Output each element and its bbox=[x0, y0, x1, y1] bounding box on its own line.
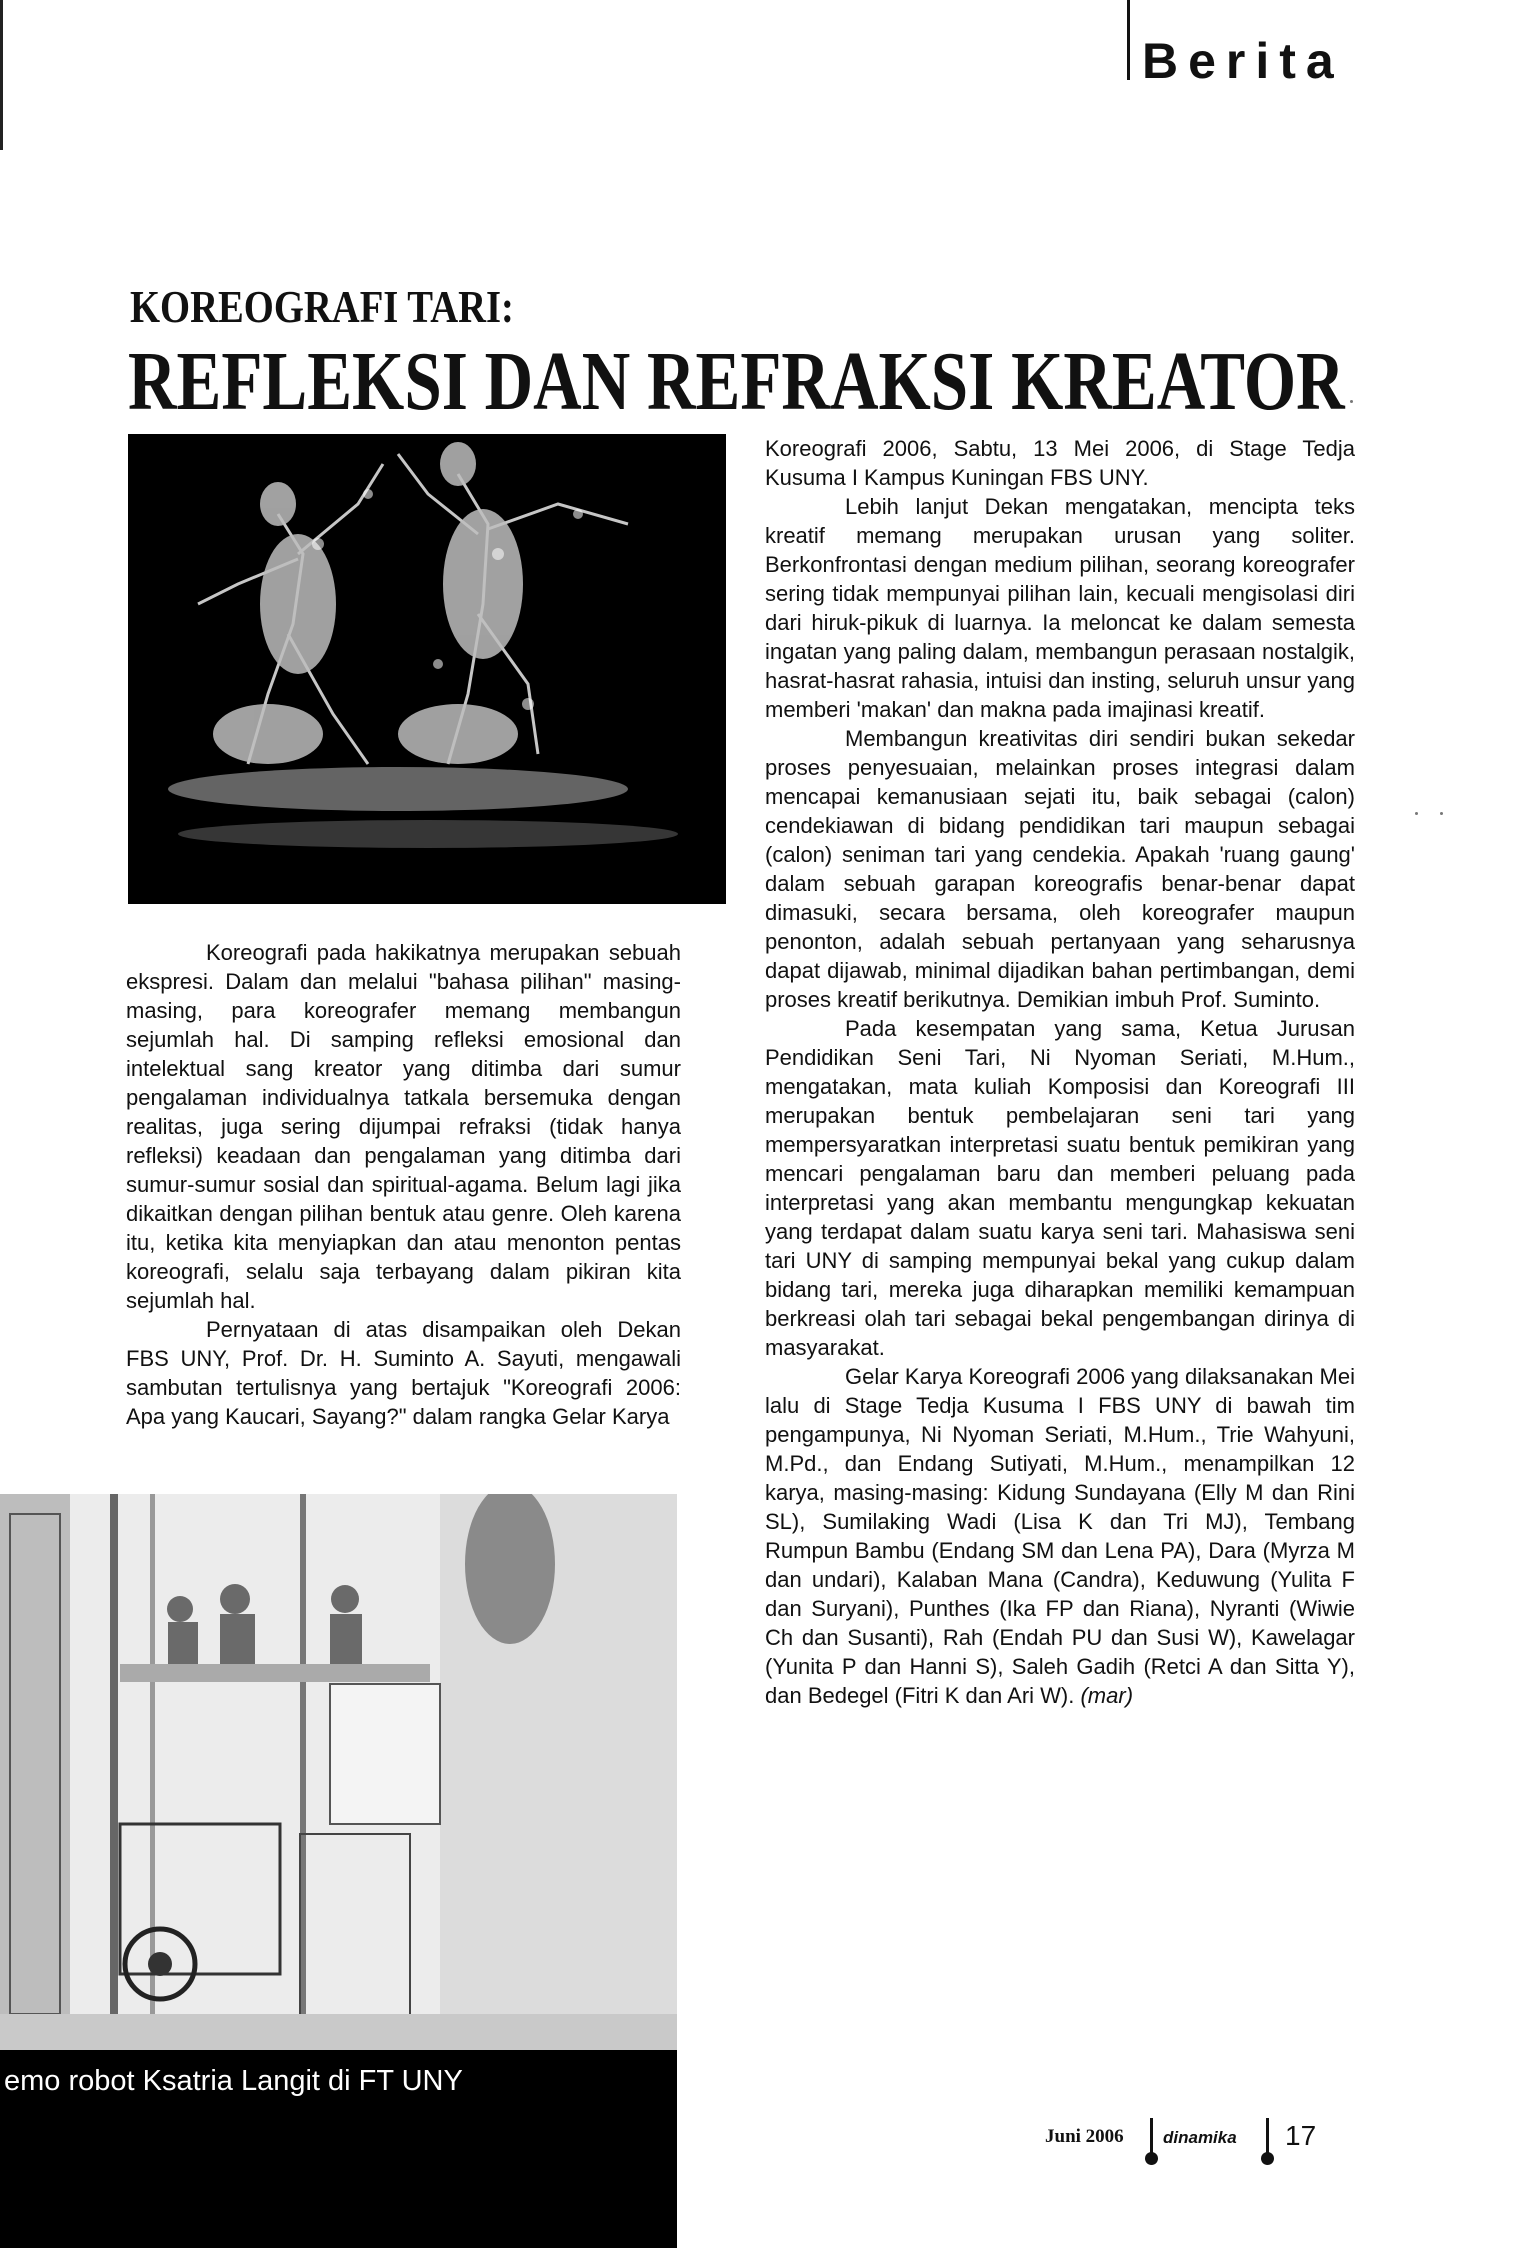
page-edge-line bbox=[0, 0, 3, 150]
paragraph: Pada kesempatan yang sama, Ketua Jurusan Pendidikan Seni Tari, Ni Nyoman Seriati, M.Hum., mengatakan, mata kuliah Komposisi dan Koreografi III merupakan bentuk pembelajaran seni tari yang mempersyaratkan interpretasi suatu bentuk pemikiran yang mencari pengalaman baru dan memberi peluang pada interpretasi yang akan membantu mengungkap kekuatan yang terdapat dalam suatu karya seni tari. Mahasiswa seni tari UNY di samping mempunyai bekal yang cukup dalam bidang tari, mereka juga diharapkan memiliki kemampuan berkreasi olah tari sebagai bekal pengembangan dirinya di masyarakat. bbox=[765, 1016, 1355, 1360]
print-speck bbox=[1415, 812, 1418, 815]
article-right-column bbox=[765, 434, 1355, 1710]
robot-photo-illustration bbox=[0, 1494, 677, 2050]
dance-photo bbox=[128, 434, 726, 904]
paragraph-text: Gelar Karya Koreografi 2006 yang dilaksanakan Mei lalu di Stage Tedja Kusuma I FBS UNY di bawah tim pengampunya, Ni Nyoman Seriati, M.Hum., Trie Wahyuni, M.Pd., dan Endang Sutiyati, M.Hum., menampilkan 12 karya, masing-masing: Kidung Sundayana (Elly M dan Rini SL), Sumilaking Wadi (Lisa K dan Tri MJ), Tembang Rumpun Bambu (Endang SM dan Lena PA), Dara (Myrza M dan undari), Kalaban Mana (Candra), Keduwung (Yulita F dan Suryani), Punthes (Ika FP dan Riana), Nyranti (Wiwie Ch dan Susanti), Rah (Endah PU dan Susi W), Kawelagar (Yunita P dan Hanni S), Saleh Gadih (Retci A dan Sitta Y), dan Bedegel (Fitri K dan Ari W). bbox=[765, 1364, 1355, 1708]
paragraph: Koreografi 2006, Sabtu, 13 Mei 2006, di Stage Tedja Kusuma I Kampus Kuningan FBS UNY. bbox=[765, 436, 1355, 490]
footer-divider-dot bbox=[1145, 2152, 1158, 2165]
dance-photo-illustration bbox=[128, 434, 726, 904]
paragraph: Koreografi pada hakikatnya merupakan sebuah ekspresi. Dalam dan melalui "bahasa pilihan" masing-masing, para koreografer memang membangun sejumlah hal. Di samping refleksi emosional dan intelektual sang kreator yang ditimba dari sumur pengalaman individualnya tatkala bersemuka dengan realitas, juga sering dijumpai refraksi (tidak hanya refleksi) keadaan dan pengalaman yang ditimba dari sumur-sumur sosial dan spiritual-agama. Belum lagi jika dikaitkan dengan pilihan bentuk atau genre. Oleh karena itu, ketika kita menyiapkan dan atau menonton pentas koreografi, selalu saja terbayang dalam pikiran kita sejumlah hal. bbox=[126, 940, 681, 1313]
article-kicker: KOREOGRAFI TARI: bbox=[130, 281, 514, 332]
article-left-column bbox=[126, 938, 681, 1431]
print-speck bbox=[1350, 400, 1353, 403]
footer-divider bbox=[1266, 2118, 1269, 2156]
robot-photo bbox=[0, 1494, 677, 2050]
byline: (mar) bbox=[1080, 1683, 1134, 1708]
print-speck bbox=[1440, 812, 1443, 815]
photo-caption: emo robot Ksatria Langit di FT UNY bbox=[4, 2065, 463, 2097]
paragraph: Lebih lanjut Dekan mengatakan, mencipta teks kreatif memang merupakan urusan yang soliter. Berkonfrontasi dengan medium pilihan, seorang koreografer sering tidak mempunyai pilihan lain, kecuali mengisolasi diri dari hiruk-pikuk di luarnya. Ia meloncat ke dalam semesta ingatan yang paling dalam, membangun perasaan nostalgik, hasrat-hasrat rahasia, intuisi dan insting, seluruh unsur yang memberi 'makan' dan makna pada imajinasi kreatif. bbox=[765, 494, 1355, 722]
article-headline: REFLEKSI DAN REFRAKSI KREATOR bbox=[128, 335, 1345, 428]
page-number: 17 bbox=[1285, 2120, 1317, 2151]
paragraph bbox=[765, 1362, 1355, 1710]
paragraph: Pernyataan di atas disampaikan oleh Dekan FBS UNY, Prof. Dr. H. Suminto A. Sayuti, mengawali sambutan tertulisnya yang bertajuk "Koreografi 2006: Apa yang Kaucari, Sayang?" dalam rangka Gelar Karya bbox=[126, 1317, 681, 1429]
section-label: Berita bbox=[1142, 33, 1344, 89]
footer-brand: dinamika bbox=[1163, 2128, 1237, 2147]
section-rule bbox=[1127, 0, 1130, 80]
footer-divider bbox=[1150, 2118, 1153, 2156]
footer-divider-dot bbox=[1261, 2152, 1274, 2165]
footer-date: Juni 2006 bbox=[1045, 2126, 1124, 2147]
paragraph: Membangun kreativitas diri sendiri bukan sekedar proses penyesuaian, melainkan proses integrasi dalam mencapai kemanusiaan sejati itu, baik sebagai (calon) cendekiawan di bidang pendidikan tari maupun sebagai (calon) seniman tari yang cendekia. Apakah 'ruang gaung' dalam sebuah garapan koreografis benar-benar dapat dimasuki, secara bersama, oleh koreografer maupun penonton, adalah sebuah pertanyaan yang seharusnya dapat dijawab, minimal dijadikan bahan pertimbangan, demi proses kreatif berikutnya. Demikian imbuh Prof. Suminto. bbox=[765, 726, 1355, 1012]
